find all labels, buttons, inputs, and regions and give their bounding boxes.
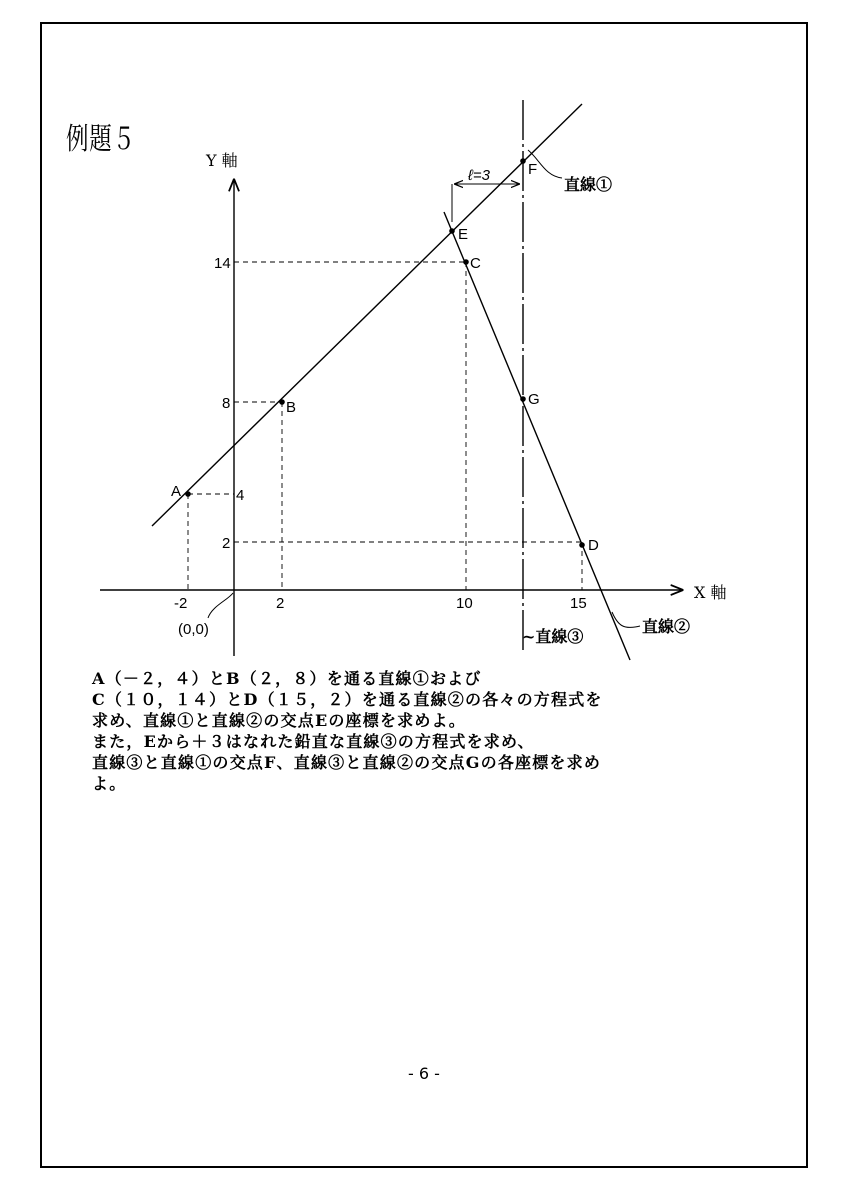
point-label-e: E xyxy=(458,226,469,243)
origin-pointer xyxy=(208,593,233,618)
point-label-f: F xyxy=(528,161,538,178)
page-number: - 6 - xyxy=(408,1064,440,1083)
origin-label: (0,0) xyxy=(178,621,209,638)
y-tick-8: 8 xyxy=(222,395,231,412)
x-tick-neg2: -2 xyxy=(174,595,188,612)
x-tick-15: 15 xyxy=(570,595,587,612)
example-title: 例題５ xyxy=(66,122,136,157)
point-label-b: B xyxy=(286,399,297,416)
line-1-label: 直線① xyxy=(564,175,613,194)
line-3-label: ~直線③ xyxy=(522,627,584,646)
x-tick-10: 10 xyxy=(456,595,473,612)
point-label-g: G xyxy=(528,391,540,408)
problem-line: また，Eから＋３はなれた鉛直な直線③の方程式を求め、 xyxy=(92,732,535,751)
point-label-d: D xyxy=(588,537,599,554)
problem-statement xyxy=(92,668,792,794)
problem-line: C（１０，１４）とD（１５，２）を通る直線②の各々の方程式を xyxy=(92,690,603,709)
offset-bracket xyxy=(452,184,519,222)
problem-line: 直線③と直線①の交点F、直線③と直線②の交点Gの各座標を求め xyxy=(92,753,602,772)
offset-label: ℓ=3 xyxy=(468,167,490,184)
points xyxy=(185,158,585,548)
line-2-label: 直線② xyxy=(642,617,691,636)
point-label-c: C xyxy=(470,255,481,272)
problem-line: よ。 xyxy=(92,774,127,793)
x-tick-2: 2 xyxy=(276,595,285,612)
y-tick-14: 14 xyxy=(214,255,231,272)
y-axis-label: Y 軸 xyxy=(206,151,238,170)
problem-line: A（－２，４）とB（２，８）を通る直線①および xyxy=(92,669,482,688)
line-2 xyxy=(444,212,630,660)
problem-line: 求め、直線①と直線②の交点Eの座標を求めよ。 xyxy=(92,711,466,730)
point-label-a: A xyxy=(171,483,182,500)
y-tick-4: 4 xyxy=(236,487,245,504)
x-axis-label: X 軸 xyxy=(694,583,727,602)
y-tick-2: 2 xyxy=(222,535,231,552)
